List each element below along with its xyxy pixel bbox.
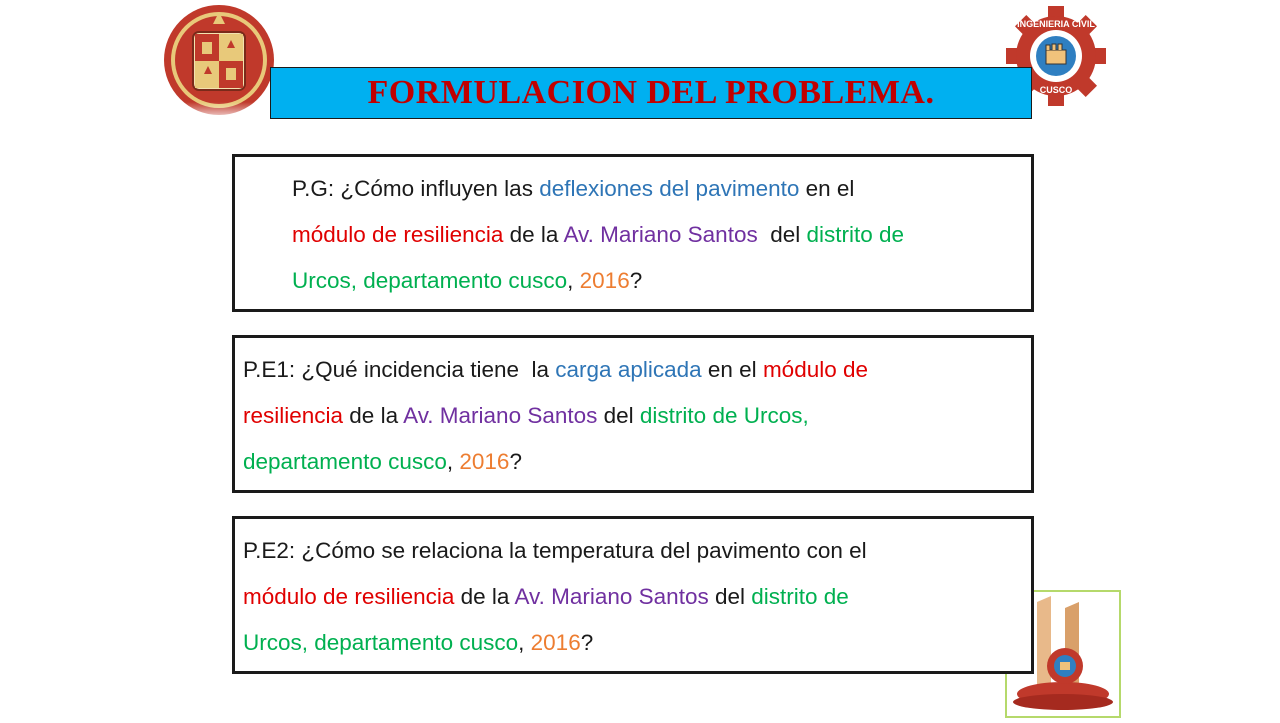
svg-text:CUSCO: CUSCO	[1039, 85, 1073, 95]
specific-problem-2-box	[232, 516, 1034, 674]
pe2-line-1: P.E2: ¿Cómo se relaciona la temperatura del pavimento con el	[243, 538, 867, 563]
pe1-line-2: resiliencia de la Av. Mariano Santos del distrito de Urcos,	[243, 403, 809, 428]
pe1-line-1: P.E1: ¿Qué incidencia tiene la carga aplicada en el módulo de	[243, 357, 869, 382]
pg-line-3: Urcos, departamento cusco, 2016?	[292, 268, 643, 293]
pe2-line-2: módulo de resiliencia de la Av. Mariano Santos del distrito de	[243, 584, 849, 609]
pe1-line-3: departamento cusco, 2016?	[243, 449, 522, 474]
university-seal-icon	[160, 2, 278, 122]
title-bar	[270, 67, 1032, 119]
pe2-line-3: Urcos, departamento cusco, 2016?	[243, 630, 594, 655]
general-problem-box	[232, 154, 1034, 312]
slide-title: FORMULACION DEL PROBLEMA.	[367, 74, 935, 111]
svg-text:INGENIERIA CIVIL: INGENIERIA CIVIL	[1017, 19, 1095, 29]
pg-line-2: módulo de resiliencia de la Av. Mariano Santos del distrito de	[292, 222, 905, 247]
pg-line-1: P.G: ¿Cómo influyen las deflexiones del pavimento en el	[292, 176, 855, 201]
specific-problem-1-box	[232, 335, 1034, 493]
